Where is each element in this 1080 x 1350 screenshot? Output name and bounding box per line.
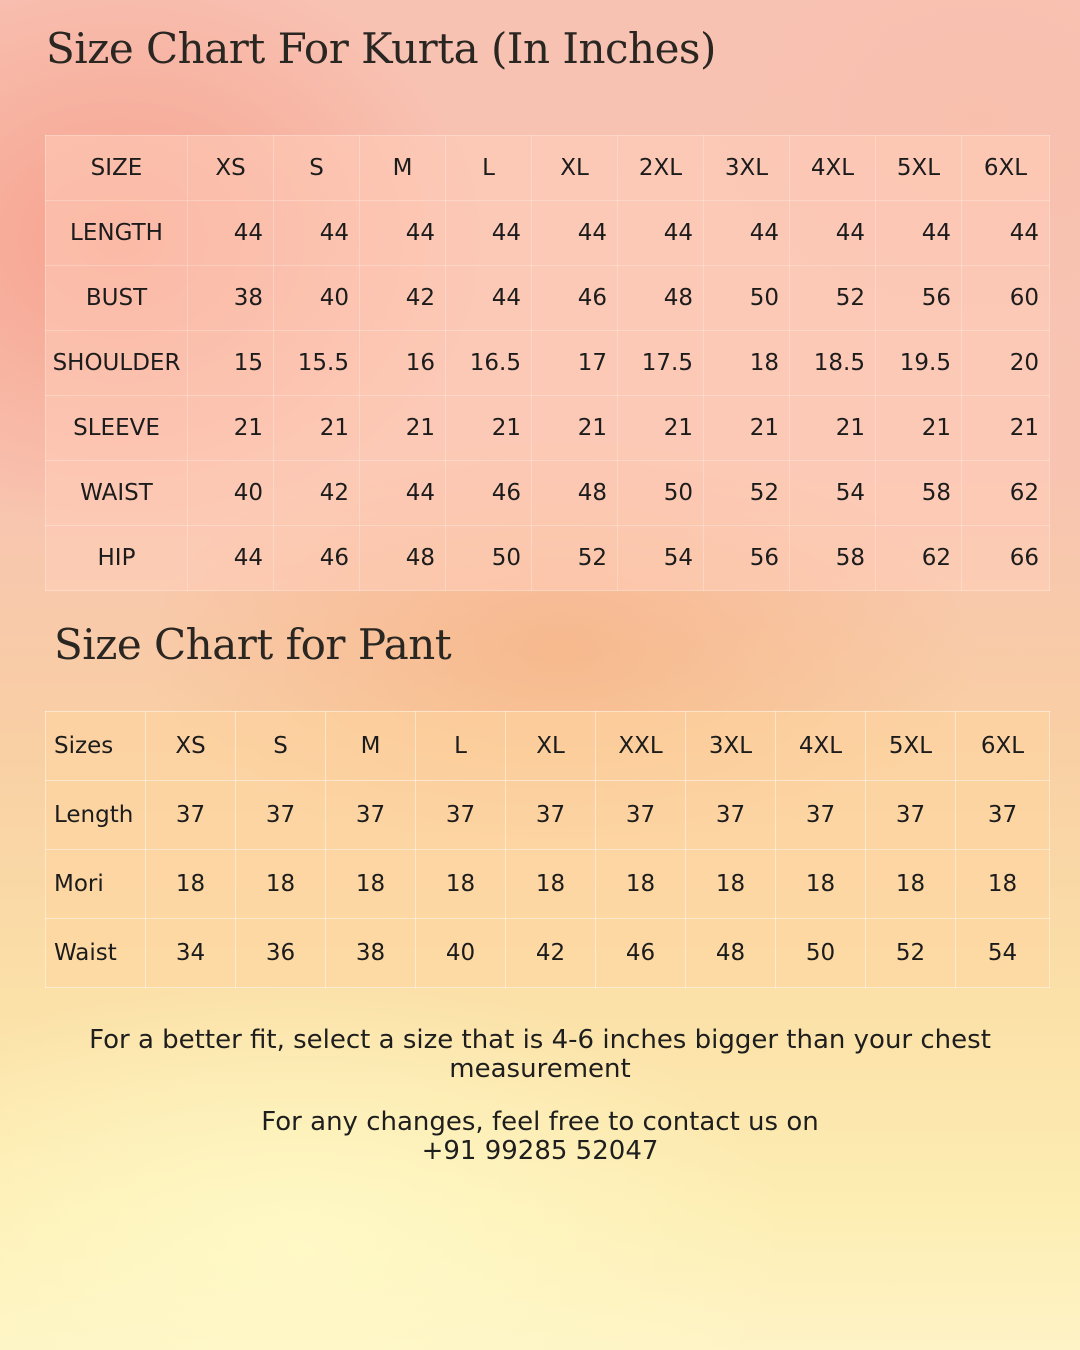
kurta-measure-row-value: 21 (274, 396, 360, 461)
pant-measure-row-value: 18 (596, 850, 686, 919)
pant-measure-row-value: 37 (146, 781, 236, 850)
pant-measure-row-value: 18 (956, 850, 1050, 919)
kurta-measure-row-value: 48 (360, 526, 446, 591)
kurta-measure-row (46, 266, 1050, 331)
pant-measure-row-value: 40 (416, 919, 506, 988)
kurta-header-cell: M (360, 136, 446, 201)
kurta-measure-row-label: WAIST (46, 461, 188, 526)
pant-header-cell: XL (506, 712, 596, 781)
kurta-measure-row-value: 21 (618, 396, 704, 461)
kurta-measure-row-value: 42 (274, 461, 360, 526)
kurta-header-cell: L (446, 136, 532, 201)
pant-header-cell: Sizes (46, 712, 146, 781)
kurta-measure-row-value: 56 (704, 526, 790, 591)
pant-header-cell: 4XL (776, 712, 866, 781)
kurta-measure-row-value: 44 (274, 201, 360, 266)
kurta-measure-row-value: 44 (188, 201, 274, 266)
contact-line: For any changes, feel free to contact us on (261, 1107, 819, 1137)
kurta-measure-row-label: BUST (46, 266, 188, 331)
kurta-measure-row-value: 58 (876, 461, 962, 526)
kurta-measure-row-value: 52 (532, 526, 618, 591)
pant-header-cell: 5XL (866, 712, 956, 781)
kurta-size-chart-title: Size Chart For Kurta (In Inches) (46, 24, 716, 73)
kurta-measure-row-value: 44 (790, 201, 876, 266)
pant-measure-row-value: 38 (326, 919, 416, 988)
kurta-measure-row-value: 40 (274, 266, 360, 331)
kurta-measure-row-value: 58 (790, 526, 876, 591)
kurta-header-cell: S (274, 136, 360, 201)
pant-header-cell: XS (146, 712, 236, 781)
kurta-header-cell: XS (188, 136, 274, 201)
kurta-measure-row-value: 44 (446, 201, 532, 266)
pant-measure-row-value: 37 (506, 781, 596, 850)
kurta-header-cell: 2XL (618, 136, 704, 201)
kurta-measure-row-value: 62 (962, 461, 1050, 526)
kurta-measure-row-value: 16 (360, 331, 446, 396)
kurta-measure-row-value: 48 (532, 461, 618, 526)
kurta-measure-row (46, 526, 1050, 591)
kurta-measure-row-value: 38 (188, 266, 274, 331)
kurta-measure-row-value: 42 (360, 266, 446, 331)
pant-measure-row-value: 37 (866, 781, 956, 850)
kurta-header-cell: 6XL (962, 136, 1050, 201)
kurta-measure-row-value: 50 (618, 461, 704, 526)
kurta-measure-row-value: 21 (360, 396, 446, 461)
kurta-measure-row-value: 50 (446, 526, 532, 591)
pant-measure-row-value: 50 (776, 919, 866, 988)
kurta-measure-row-value: 21 (962, 396, 1050, 461)
kurta-header-cell: 5XL (876, 136, 962, 201)
pant-measure-row-value: 37 (956, 781, 1050, 850)
pant-header-cell: L (416, 712, 506, 781)
pant-measure-row (46, 919, 1050, 988)
pant-header-row (46, 712, 1050, 781)
pant-measure-row-value: 37 (686, 781, 776, 850)
kurta-measure-row-value: 60 (962, 266, 1050, 331)
kurta-measure-row-value: 46 (446, 461, 532, 526)
kurta-measure-row (46, 331, 1050, 396)
kurta-measure-row-value: 17.5 (618, 331, 704, 396)
pant-measure-row-label: Mori (46, 850, 146, 919)
kurta-measure-row-label: HIP (46, 526, 188, 591)
kurta-measure-row-value: 17 (532, 331, 618, 396)
pant-measure-row (46, 781, 1050, 850)
kurta-measure-row-value: 21 (876, 396, 962, 461)
kurta-measure-row-value: 44 (618, 201, 704, 266)
kurta-measure-row-value: 66 (962, 526, 1050, 591)
kurta-measure-row-value: 54 (618, 526, 704, 591)
kurta-measure-row-value: 19.5 (876, 331, 962, 396)
kurta-measure-row-value: 18.5 (790, 331, 876, 396)
pant-measure-row-value: 42 (506, 919, 596, 988)
kurta-measure-row-value: 62 (876, 526, 962, 591)
pant-measure-row-label: Waist (46, 919, 146, 988)
pant-measure-row-value: 37 (596, 781, 686, 850)
kurta-measure-row-value: 50 (704, 266, 790, 331)
kurta-measure-row (46, 396, 1050, 461)
pant-measure-row-value: 18 (146, 850, 236, 919)
contact-note (0, 1108, 1080, 1166)
pant-measure-row-value: 37 (776, 781, 866, 850)
kurta-measure-row-value: 21 (446, 396, 532, 461)
pant-size-chart-title: Size Chart for Pant (54, 620, 452, 669)
kurta-measure-row (46, 461, 1050, 526)
kurta-measure-row-value: 54 (790, 461, 876, 526)
kurta-measure-row-value: 46 (274, 526, 360, 591)
kurta-measure-row-value: 44 (704, 201, 790, 266)
pant-measure-row-value: 18 (686, 850, 776, 919)
kurta-measure-row-value: 16.5 (446, 331, 532, 396)
pant-measure-row-value: 37 (416, 781, 506, 850)
pant-measure-row-value: 18 (866, 850, 956, 919)
pant-measure-row-value: 18 (326, 850, 416, 919)
kurta-table-body (46, 136, 1050, 591)
pant-measure-row-value: 34 (146, 919, 236, 988)
kurta-measure-row (46, 201, 1050, 266)
kurta-measure-row-value: 44 (360, 201, 446, 266)
pant-size-table (45, 711, 1050, 988)
fit-advice-note: For a better fit, select a size that is 4-6 inches bigger than your chest measurement (89, 1025, 991, 1084)
kurta-measure-row-value: 44 (876, 201, 962, 266)
kurta-header-row (46, 136, 1050, 201)
kurta-measure-row-value: 15 (188, 331, 274, 396)
kurta-measure-row-value: 18 (704, 331, 790, 396)
pant-table-body (46, 712, 1050, 988)
pant-measure-row-value: 46 (596, 919, 686, 988)
pant-measure-row-value: 37 (236, 781, 326, 850)
kurta-measure-row-value: 21 (790, 396, 876, 461)
kurta-measure-row-label: SLEEVE (46, 396, 188, 461)
pant-header-cell: M (326, 712, 416, 781)
kurta-header-cell: 3XL (704, 136, 790, 201)
contact-phone: +91 99285 52047 (421, 1136, 659, 1166)
pant-measure-row-value: 18 (416, 850, 506, 919)
kurta-measure-row-value: 20 (962, 331, 1050, 396)
pant-header-cell: S (236, 712, 326, 781)
pant-measure-row-value: 18 (506, 850, 596, 919)
pant-measure-row-label: Length (46, 781, 146, 850)
kurta-header-cell: 4XL (790, 136, 876, 201)
pant-measure-row-value: 37 (326, 781, 416, 850)
kurta-measure-row-label: LENGTH (46, 201, 188, 266)
kurta-measure-row-value: 44 (188, 526, 274, 591)
kurta-measure-row-label: SHOULDER (46, 331, 188, 396)
kurta-measure-row-value: 44 (962, 201, 1050, 266)
pant-measure-row (46, 850, 1050, 919)
kurta-measure-row-value: 44 (360, 461, 446, 526)
pant-header-cell: XXL (596, 712, 686, 781)
kurta-header-cell: XL (532, 136, 618, 201)
kurta-measure-row-value: 48 (618, 266, 704, 331)
pant-measure-row-value: 54 (956, 919, 1050, 988)
kurta-measure-row-value: 21 (532, 396, 618, 461)
pant-header-cell: 3XL (686, 712, 776, 781)
kurta-measure-row-value: 56 (876, 266, 962, 331)
kurta-measure-row-value: 40 (188, 461, 274, 526)
pant-measure-row-value: 52 (866, 919, 956, 988)
kurta-measure-row-value: 15.5 (274, 331, 360, 396)
kurta-header-cell: SIZE (46, 136, 188, 201)
pant-header-cell: 6XL (956, 712, 1050, 781)
pant-measure-row-value: 36 (236, 919, 326, 988)
kurta-measure-row-value: 21 (704, 396, 790, 461)
pant-measure-row-value: 18 (236, 850, 326, 919)
kurta-measure-row-value: 44 (532, 201, 618, 266)
kurta-measure-row-value: 21 (188, 396, 274, 461)
kurta-measure-row-value: 44 (446, 266, 532, 331)
pant-measure-row-value: 48 (686, 919, 776, 988)
kurta-size-table (45, 135, 1050, 591)
pant-measure-row-value: 18 (776, 850, 866, 919)
kurta-measure-row-value: 52 (704, 461, 790, 526)
kurta-measure-row-value: 46 (532, 266, 618, 331)
kurta-measure-row-value: 52 (790, 266, 876, 331)
